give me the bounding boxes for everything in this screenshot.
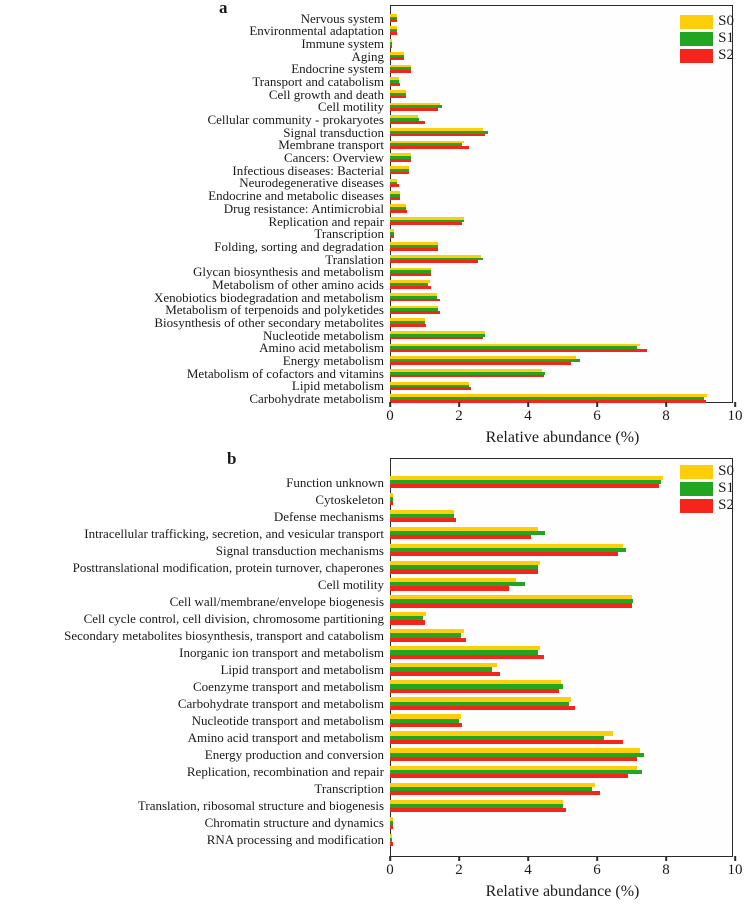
category-label: Infectious diseases: Bacterial: [232, 162, 384, 178]
tick-mark: [665, 856, 667, 861]
bar-s2: [390, 32, 397, 35]
bar-s2: [390, 842, 393, 846]
category-label: Immune system: [301, 35, 384, 51]
panel-b-letter: b: [227, 449, 237, 468]
bar-group: [390, 153, 735, 161]
x-axis: [386, 402, 743, 432]
tick-mark: [596, 402, 598, 407]
category-row: [0, 765, 735, 779]
bar-group: [390, 714, 735, 727]
bar-group: [390, 331, 735, 339]
tick-label: 0: [386, 862, 394, 878]
category-row: [0, 680, 735, 694]
bar-group: [390, 242, 735, 250]
bar-s2: [390, 375, 544, 378]
bar-s2: [390, 552, 618, 556]
category-row: [0, 175, 735, 191]
legend-item: [680, 31, 734, 46]
bar-group: [390, 561, 735, 574]
bar-group: [390, 646, 735, 659]
tick-label: 0: [386, 408, 394, 424]
bar-group: [390, 229, 735, 237]
bar-group: [390, 179, 735, 187]
category-label: Transcription: [314, 226, 384, 242]
category-label: Replication and repair: [268, 213, 384, 229]
bar-group: [390, 217, 735, 225]
tick-mark: [458, 402, 460, 407]
bar-group: [390, 382, 735, 390]
bar-group: [390, 141, 735, 149]
bar-s2: [390, 159, 411, 162]
category-row: [0, 238, 735, 254]
category-label: Transport and catabolism: [252, 73, 384, 89]
bar-group: [390, 595, 735, 608]
category-label: Translation: [325, 251, 384, 267]
category-row: [0, 663, 735, 677]
bar-group: [390, 731, 735, 744]
category-label: Defense mechanisms: [273, 508, 384, 524]
bar-s2: [390, 96, 406, 99]
category-row: [0, 340, 735, 356]
bar-s2: [390, 273, 431, 276]
bar-group: [390, 306, 735, 314]
category-row: [0, 731, 735, 745]
bar-group: [390, 344, 735, 352]
bar-s2: [390, 689, 559, 693]
tick-label: 4: [524, 408, 532, 424]
bar-s2: [390, 286, 431, 289]
bar-s2: [390, 603, 632, 607]
category-row: [0, 509, 735, 523]
bar-group: [390, 103, 735, 111]
category-label: Nucleotide metabolism: [263, 327, 384, 343]
bar-s2: [390, 484, 659, 488]
category-row: [0, 611, 735, 625]
bar-group: [390, 90, 735, 98]
bar-s2: [390, 723, 462, 727]
category-label: Environmental adaptation: [249, 23, 384, 39]
bar-s2: [390, 808, 566, 812]
category-row: [0, 353, 735, 369]
bar-group: [390, 115, 735, 123]
bar-s2: [390, 121, 425, 124]
tick-label: 2: [455, 408, 463, 424]
bar-s2: [390, 586, 509, 590]
category-row: [0, 782, 735, 796]
category-row: [0, 365, 735, 381]
tick-label: 6: [593, 862, 601, 878]
category-row: [0, 150, 735, 166]
category-row: [0, 697, 735, 711]
tick-label: 8: [662, 408, 670, 424]
bar-group: [390, 680, 735, 693]
tick-mark: [734, 856, 736, 861]
bar-group: [390, 280, 735, 288]
category-row: [0, 10, 735, 26]
category-label: Nucleotide transport and metabolism: [191, 713, 384, 729]
category-row: [0, 124, 735, 140]
bar-group: [390, 578, 735, 591]
tick-label: 6: [593, 408, 601, 424]
category-row: [0, 315, 735, 330]
bar-group: [390, 544, 735, 557]
category-label: Signal transduction mechanisms: [215, 542, 384, 558]
x-axis-title: Relative abundance (%): [485, 883, 640, 900]
bar-s2: [390, 324, 426, 327]
panel-b: [0, 448, 752, 906]
category-label: Energy metabolism: [282, 353, 384, 369]
legend-label: S0: [718, 463, 734, 479]
bar-s2: [390, 757, 637, 761]
legend-swatch-s0: [680, 15, 713, 29]
category-row: [0, 526, 735, 540]
bar-group: [390, 663, 735, 676]
category-row: [0, 748, 735, 762]
bar-s2: [390, 222, 462, 225]
bar-rows: [0, 10, 735, 407]
category-row: [0, 112, 735, 127]
category-row: [0, 628, 735, 642]
legend-item: [680, 481, 734, 496]
category-row: [0, 492, 735, 506]
bar-group: [390, 527, 735, 540]
category-row: [0, 264, 735, 280]
panel-a-letter: a: [219, 0, 228, 17]
bar-s2: [390, 825, 393, 829]
bar-group: [390, 166, 735, 174]
category-label: Cytoskeleton: [315, 491, 384, 507]
bar-rows: [0, 475, 735, 847]
tick-label: 8: [662, 862, 670, 878]
bar-s2: [390, 134, 485, 137]
category-label: Membrane transport: [278, 137, 384, 153]
bar-s2: [390, 791, 600, 795]
legend-label: S2: [718, 497, 734, 513]
category-label: Carbohydrate metabolism: [249, 391, 384, 407]
category-row: [0, 302, 735, 318]
category-label: Lipid transport and metabolism: [220, 662, 384, 678]
category-label: Energy production and conversion: [204, 747, 384, 763]
bar-s2: [390, 184, 399, 187]
category-row: [0, 276, 735, 292]
category-label: Cell wall/membrane/envelope biogenesis: [169, 593, 384, 609]
category-label: Cell growth and death: [268, 86, 384, 102]
category-label: Chromatin structure and dynamics: [204, 815, 384, 831]
legend: [680, 464, 734, 513]
legend-swatch-s1: [680, 482, 713, 496]
category-row: [0, 99, 735, 115]
category-row: [0, 61, 735, 77]
tick-mark: [596, 856, 598, 861]
bar-s2: [390, 387, 471, 390]
bar-s2: [390, 57, 404, 60]
bar-s2: [390, 260, 478, 263]
category-label: Biosynthesis of other secondary metabolites: [154, 315, 384, 330]
category-row: [0, 289, 735, 305]
category-row: [0, 543, 735, 557]
bar-s2: [390, 83, 400, 86]
bar-group: [390, 356, 735, 364]
legend-swatch-s0: [680, 465, 713, 479]
category-label: Transcription: [314, 781, 384, 797]
category-label: Glycan biosynthesis and metabolism: [192, 264, 384, 280]
category-label: Intracellular trafficking, secretion, and vesicular transport: [84, 525, 384, 541]
bar-s2: [390, 518, 456, 522]
bar-s2: [390, 299, 440, 302]
category-label: Metabolism of other amino acids: [212, 276, 384, 292]
bar-s2: [390, 362, 571, 365]
bar-group: [390, 783, 735, 796]
bar-group: [390, 629, 735, 642]
bar-s2: [390, 235, 394, 238]
x-axis-title: Relative abundance (%): [485, 429, 640, 446]
bar-s2: [390, 108, 438, 111]
category-label: Folding, sorting and degradation: [214, 238, 384, 254]
bar-s2: [390, 706, 575, 710]
bar-group: [390, 834, 735, 847]
bar-group: [390, 369, 735, 377]
category-label: RNA processing and modification: [206, 832, 384, 848]
category-row: [0, 86, 735, 102]
tick-label: 4: [524, 862, 532, 878]
category-row: [0, 560, 735, 574]
category-label: Aging: [351, 48, 384, 64]
bar-group: [390, 612, 735, 625]
bar-group: [390, 697, 735, 710]
bar-s2: [390, 210, 407, 213]
bar-group: [390, 766, 735, 779]
category-label: Lipid metabolism: [291, 378, 384, 394]
bar-s2: [390, 248, 438, 251]
category-label: Signal transduction: [283, 124, 384, 140]
legend-swatch-s2: [680, 499, 713, 513]
tick-label: 10: [727, 862, 743, 878]
category-row: [0, 475, 735, 489]
bar-s2: [390, 172, 409, 175]
bar-s2: [390, 774, 628, 778]
legend-swatch-s1: [680, 32, 713, 46]
legend-swatch-s2: [680, 49, 713, 63]
bar-s2: [390, 311, 440, 314]
bar-s2: [390, 672, 500, 676]
bar-group: [390, 128, 735, 136]
category-label: Function unknown: [286, 474, 384, 490]
bar-s2: [390, 197, 400, 200]
bar-group: [390, 748, 735, 761]
category-label: Metabolism of terpenoids and polyketides: [165, 302, 384, 318]
tick-mark: [389, 856, 391, 861]
category-label: Cancers: Overview: [284, 150, 384, 166]
category-row: [0, 188, 735, 204]
legend-label: S2: [718, 47, 734, 63]
legend-label: S1: [718, 30, 734, 46]
bar-group: [390, 255, 735, 263]
category-label: Posttranslational modification, protein turnover, chaperones: [72, 559, 384, 575]
tick-mark: [527, 856, 529, 861]
category-row: [0, 714, 735, 728]
legend: [680, 14, 734, 63]
category-row: [0, 378, 735, 394]
category-label: Translation, ribosomal structure and biogenesis: [137, 798, 384, 814]
category-label: Amino acid metabolism: [259, 340, 384, 356]
bar-s2: [390, 655, 544, 659]
category-row: [0, 594, 735, 608]
bar-group: [390, 191, 735, 199]
category-label: Metabolism of cofactors and vitamins: [186, 365, 384, 381]
category-label: Cellular community - prokaryotes: [207, 112, 384, 127]
category-row: [0, 833, 735, 847]
category-row: [0, 799, 735, 813]
category-row: [0, 200, 735, 216]
category-row: [0, 327, 735, 343]
bar-s2: [390, 349, 647, 352]
bar-s2: [390, 569, 538, 573]
category-row: [0, 226, 735, 242]
bar-s2: [390, 535, 531, 539]
bar-s2: [390, 740, 623, 744]
category-row: [0, 35, 735, 51]
category-row: [0, 577, 735, 591]
category-label: Coenzyme transport and metabolism: [193, 679, 384, 695]
bar-s2: [390, 146, 469, 149]
bar-s2: [390, 638, 466, 642]
category-row: [0, 162, 735, 178]
tick-label: 10: [727, 408, 743, 424]
bar-group: [390, 77, 735, 85]
category-row: [0, 251, 735, 267]
category-label: Drug resistance: Antimicrobial: [223, 200, 384, 216]
category-label: Inorganic ion transport and metabolism: [179, 644, 384, 660]
tick-mark: [734, 402, 736, 407]
category-label: Endocrine system: [291, 61, 384, 77]
category-row: [0, 645, 735, 659]
category-row: [0, 213, 735, 229]
category-label: Carbohydrate transport and metabolism: [177, 696, 384, 712]
tick-label: 2: [455, 862, 463, 878]
bar-group: [390, 268, 735, 276]
category-label: Replication, recombination and repair: [186, 764, 384, 780]
bar-group: [390, 65, 735, 73]
legend-label: S1: [718, 480, 734, 496]
bar-group: [390, 318, 735, 326]
category-label: Secondary metabolites biosynthesis, transport and catabolism: [64, 627, 384, 643]
category-label: Cell cycle control, cell division, chromosome partitioning: [83, 610, 384, 626]
bar-group: [390, 800, 735, 813]
legend-item: [680, 48, 734, 63]
category-label: Amino acid transport and metabolism: [187, 730, 384, 746]
legend-item: [680, 498, 734, 513]
x-axis: [386, 856, 743, 886]
legend-item: [680, 464, 734, 479]
bar-s2: [390, 501, 393, 505]
category-label: Cell motility: [317, 99, 384, 115]
category-row: [0, 48, 735, 64]
category-label: Cell motility: [317, 576, 384, 592]
tick-mark: [665, 402, 667, 407]
bar-group: [390, 293, 735, 301]
bar-group: [390, 817, 735, 830]
category-row: [0, 816, 735, 830]
category-label: Neurodegenerative diseases: [239, 175, 384, 191]
category-row: [0, 73, 735, 89]
category-label: Endocrine and metabolic diseases: [208, 188, 384, 204]
bar-group: [390, 204, 735, 212]
bar-s2: [390, 620, 425, 624]
category-row: [0, 137, 735, 153]
legend-label: S0: [718, 13, 734, 29]
tick-mark: [527, 402, 529, 407]
tick-mark: [458, 856, 460, 861]
category-label: Xenobiotics biodegradation and metabolism: [154, 289, 384, 305]
bar-s2: [390, 70, 411, 73]
bar-s2: [390, 337, 483, 340]
bar-s2: [390, 19, 397, 22]
bar-s2: [390, 45, 392, 48]
legend-item: [680, 14, 734, 29]
category-label: Nervous system: [300, 10, 384, 26]
tick-mark: [389, 402, 391, 407]
